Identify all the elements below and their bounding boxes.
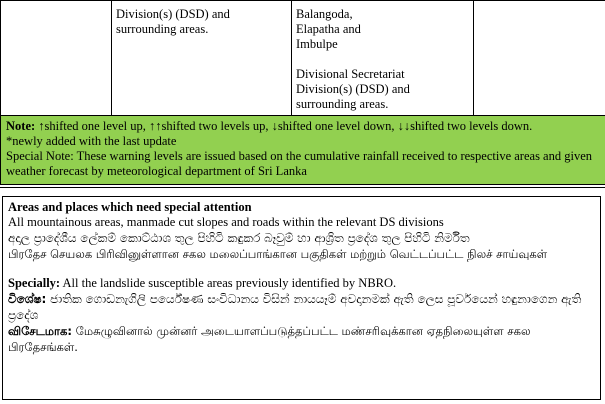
note-label: Note: xyxy=(6,119,36,133)
warning-table xyxy=(0,0,605,185)
table-cell-empty xyxy=(474,1,605,116)
divider xyxy=(0,187,605,194)
table-row xyxy=(1,1,605,116)
cell-text: Elapatha and xyxy=(296,22,361,36)
note-row xyxy=(1,116,605,185)
attention-tamil: பிரதேச செயலக பிரிவினுள்ளான சகல மலைப்பாங்கான பகுதிகள் மற்றும் வெட்டப்பட்ட நிலச் சாய்வுகள் xyxy=(8,247,548,261)
specially-line xyxy=(8,276,595,291)
note-line xyxy=(6,119,600,134)
specially-text: All the landslide susceptible areas previously identified by NBRO. xyxy=(60,276,397,290)
special-note: Special Note: These warning levels are issued based on the cumulative rainfall received to respective areas and given weather forecast by meteorological department of Sri Lanka xyxy=(6,149,592,178)
sinhala-special-label: විශේෂ: xyxy=(8,292,47,306)
cell-text: surrounding areas. xyxy=(296,97,389,111)
table-cell-empty xyxy=(1,1,112,116)
attention-sinhala: අදාල ප්‍රාදේශීය ලේකම් කොට්ඨාශ තුල පිහිටි කඳුකර බෑවුම් හා ආශ්‍රිත ප්‍රදේශ තුල පිහිටි නිර්මිත xyxy=(8,231,470,245)
cell-text: Balangoda, xyxy=(296,7,353,21)
newly-added-note: *newly added with the last update xyxy=(6,134,177,148)
note-text: ↑shifted one level up, ↑↑shifted two levels up, ↓shifted one level down, ↓↓shifted two levels down. xyxy=(35,119,533,133)
tamil-special-line xyxy=(8,323,595,355)
table-cell-areas xyxy=(292,1,474,116)
cell-text: Imbulpe xyxy=(296,37,338,51)
sinhala-special-text: ජාතික ගොඩනැගිලි පර්යේෂණ සංවිධානය විසින් නායයෑම් අවදානමක් ඇති ලෙස පූර්වයෙන් හඳුනාගෙන ඇති ප්‍රදේශ xyxy=(8,292,582,322)
cell-text xyxy=(296,52,469,67)
table-cell-dsd xyxy=(112,1,292,116)
sinhala-special-line xyxy=(8,291,595,323)
spacer xyxy=(8,262,595,276)
specially-label: Specially: xyxy=(8,276,61,290)
note-cell xyxy=(1,116,605,185)
tamil-special-label: விசேடமாக: xyxy=(8,324,72,338)
attention-box xyxy=(2,196,601,400)
attention-heading: Areas and places which need special attention xyxy=(8,200,252,214)
cell-text: Divisional Secretariat xyxy=(296,67,405,81)
cell-text: Division(s) (DSD) and xyxy=(296,82,410,96)
cell-text: surrounding areas. xyxy=(116,22,209,36)
tamil-special-text: மேசுழுவினால் முன்னர் அடையாளப்படுத்தப்பட்ட மண்சரிவுக்கான ஏதநிலையுள்ள சகல பிரதேசங்கள். xyxy=(8,324,531,354)
attention-english: All mountainous areas, manmade cut slopes and roads within the relevant DS divisions xyxy=(8,215,444,229)
cell-text: Division(s) (DSD) and xyxy=(116,7,230,21)
